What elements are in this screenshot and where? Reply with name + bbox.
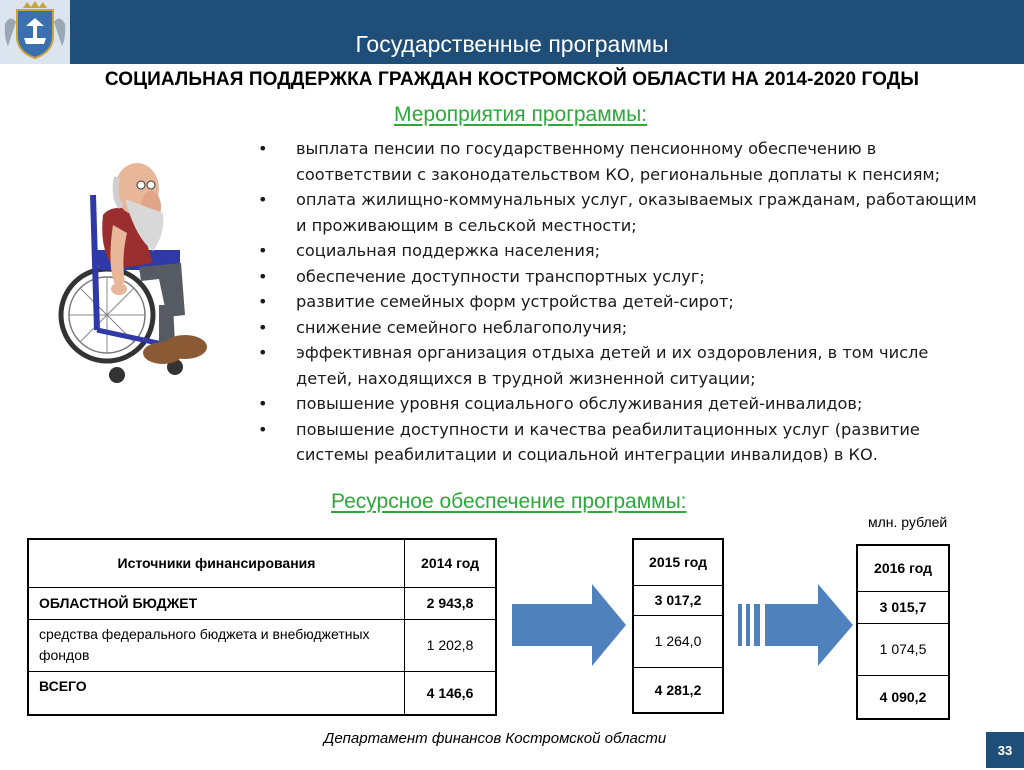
page-number: 33 <box>986 732 1024 768</box>
bullet-icon: • <box>258 292 268 311</box>
table-2014 <box>27 538 497 716</box>
list-item: • выплата пенсии по государственному пенсионному обеспечению в соответствии с законодательством КО, региональные доплаты к пенсиям; <box>258 136 978 187</box>
table-row: 1 074,5 <box>857 623 949 675</box>
bullet-icon: • <box>258 139 268 158</box>
bullet-icon: • <box>258 190 268 209</box>
table-row: средства федерального бюджета и внебюджетных фондов 1 202,8 <box>28 619 496 671</box>
bullet-icon: • <box>258 343 268 362</box>
arrow-right-icon <box>512 584 627 666</box>
arrow-right-icon <box>738 584 854 666</box>
table-row: 3 015,7 <box>857 591 949 623</box>
table-2015 <box>632 538 724 714</box>
bullet-icon: • <box>258 317 268 337</box>
page-title: СОЦИАЛЬНАЯ ПОДДЕРЖКА ГРАЖДАН КОСТРОМСКОЙ ОБЛАСТИ НА 2014-2020 ГОДЫ <box>104 69 920 90</box>
list-item: • повышение доступности и качества реабилитационных услуг (развитие системы реабилитации и социальной интеграции инвалидов) в КО. <box>258 417 978 468</box>
bullet-icon: • <box>258 241 268 260</box>
measures-title: Мероприятия программы: <box>394 103 648 126</box>
measures-list <box>258 136 978 468</box>
table-row: ОБЛАСТНОЙ БЮДЖЕТ 2 943,8 <box>28 587 496 619</box>
table-row: ВСЕГО 4 146,6 <box>28 671 496 715</box>
list-item: • оплата жилищно-коммунальных услуг, оказываемых гражданам, работающим и проживающим в сельской местности; <box>258 187 978 238</box>
table-row: 1 264,0 <box>633 615 723 667</box>
bullet-icon: • <box>258 394 268 413</box>
unit-label: млн. рублей <box>868 514 948 530</box>
table-2016 <box>856 544 950 720</box>
list-item: • повышение уровня социального обслуживания детей-инвалидов; <box>258 391 978 417</box>
list-item: • социальная поддержка населения; <box>258 238 978 264</box>
resources-title: Ресурсное обеспечение программы: <box>331 490 687 513</box>
wheelchair-illustration <box>55 155 215 390</box>
footer-text: Департамент финансов Костромской области <box>323 730 667 747</box>
header-title: Государственные программы <box>355 31 669 57</box>
table-row: 4 281,2 <box>633 667 723 713</box>
header-bar <box>0 0 1024 64</box>
list-item: • обеспечение доступности транспортных услуг; <box>258 264 978 290</box>
list-item: • развитие семейных форм устройства детей-сирот; <box>258 289 978 315</box>
bullet-icon: • <box>258 419 268 439</box>
header-year-2015: 2015 год <box>633 539 723 585</box>
bullet-icon: • <box>258 266 268 286</box>
list-item: • снижение семейного неблагополучия; <box>258 315 978 341</box>
table-row: 4 090,2 <box>857 675 949 719</box>
header-source: Источники финансирования <box>28 539 405 587</box>
header-year-2014: 2014 год <box>405 539 497 587</box>
header-year-2016: 2016 год <box>857 545 949 591</box>
table-row: 3 017,2 <box>633 585 723 615</box>
list-item: • эффективная организация отдыха детей и их оздоровления, в том числе детей, находящихся в трудной жизненной ситуации; <box>258 340 978 391</box>
